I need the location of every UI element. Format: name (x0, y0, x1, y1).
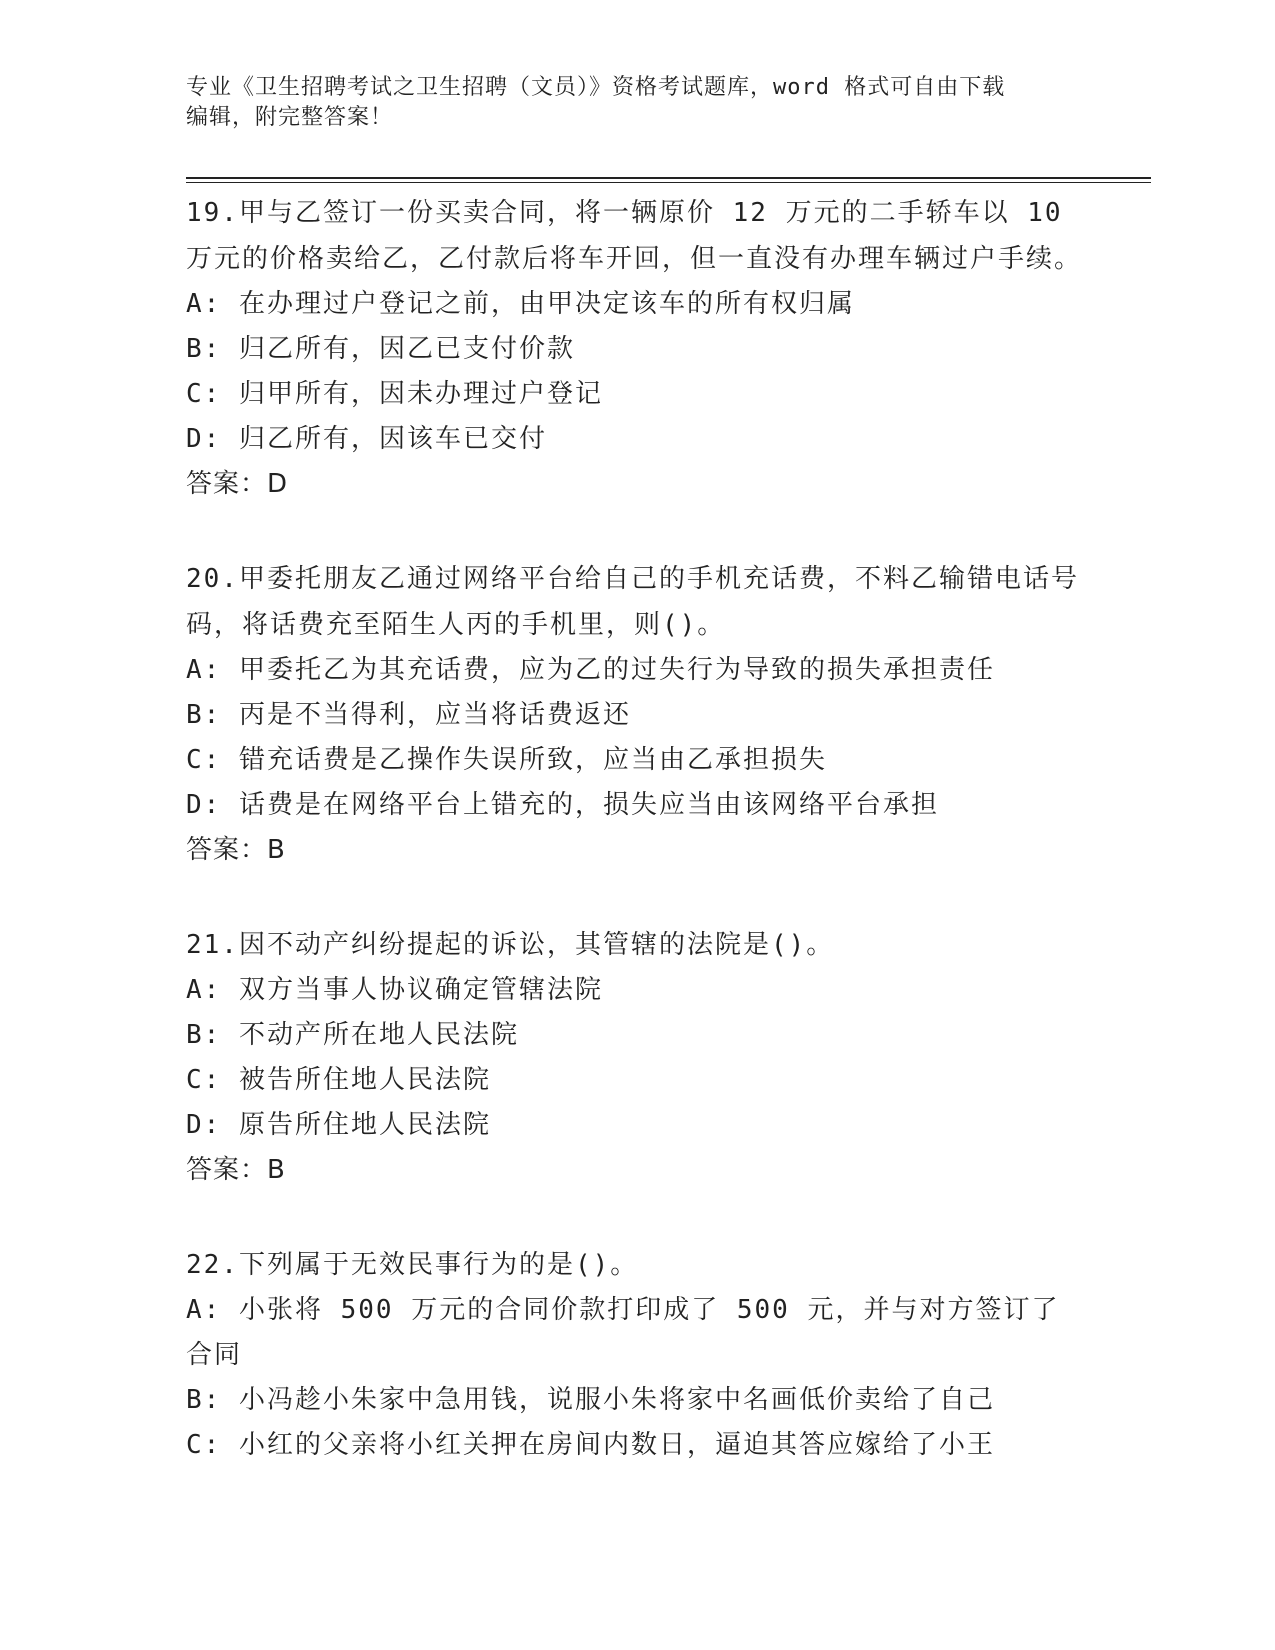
question-stem: 21.因不动产纠纷提起的诉讼，其管辖的法院是()。 (186, 930, 835, 960)
question-22 (186, 1242, 1086, 1468)
option-a: A: 小张将 500 万元的合同价款打印成了 500 元，并与对方签订了合同 (186, 1295, 1060, 1370)
answer-label: 答案：D (186, 469, 289, 499)
option-b: B: 不动产所在地人民法院 (186, 1020, 519, 1050)
answer-label: 答案：B (186, 1155, 286, 1185)
question-stem: 20.甲委托朋友乙通过网络平台给自己的手机充话费，不料乙输错电话号码，将话费充至陌生人丙的手机里，则()。 (186, 564, 1079, 640)
question-stem: 19.甲与乙签订一份买卖合同，将一辆原价 12 万元的二手轿车以 10 万元的价格卖给乙，乙付款后将车开回，但一直没有办理车辆过户手续。 (186, 198, 1083, 274)
option-d: D: 归乙所有，因该车已交付 (186, 424, 547, 454)
header-line-1: 专业《卫生招聘考试之卫生招聘（文员）》资格考试题库，word 格式可自由下载 (186, 75, 1006, 100)
option-c: C: 被告所住地人民法院 (186, 1065, 491, 1095)
option-d: D: 原告所住地人民法院 (186, 1110, 491, 1140)
question-list (186, 186, 1086, 1517)
option-c: C: 错充话费是乙操作失误所致，应当由乙承担损失 (186, 745, 827, 775)
document-header (186, 73, 1066, 133)
question-21 (186, 922, 1086, 1193)
option-b: B: 归乙所有，因乙已支付价款 (186, 334, 575, 364)
question-19 (186, 190, 1086, 507)
header-divider-thin (186, 182, 1151, 183)
option-a: A: 在办理过户登记之前，由甲决定该车的所有权归属 (186, 289, 855, 319)
option-d: D: 话费是在网络平台上错充的，损失应当由该网络平台承担 (186, 790, 939, 820)
option-b: B: 小冯趁小朱家中急用钱，说服小朱将家中名画低价卖给了自己 (186, 1385, 995, 1415)
question-stem: 22.下列属于无效民事行为的是()。 (186, 1250, 639, 1280)
question-20 (186, 556, 1086, 873)
answer-label: 答案：B (186, 835, 286, 865)
option-b: B: 丙是不当得利，应当将话费返还 (186, 700, 631, 730)
option-c: C: 小红的父亲将小红关押在房间内数日，逼迫其答应嫁给了小王 (186, 1430, 995, 1460)
header-line-2: 编辑，附完整答案！ (186, 105, 394, 130)
option-a: A: 双方当事人协议确定管辖法院 (186, 975, 603, 1005)
option-c: C: 归甲所有，因未办理过户登记 (186, 379, 603, 409)
option-a: A: 甲委托乙为其充话费，应为乙的过失行为导致的损失承担责任 (186, 655, 995, 685)
header-divider-thick (186, 177, 1151, 179)
